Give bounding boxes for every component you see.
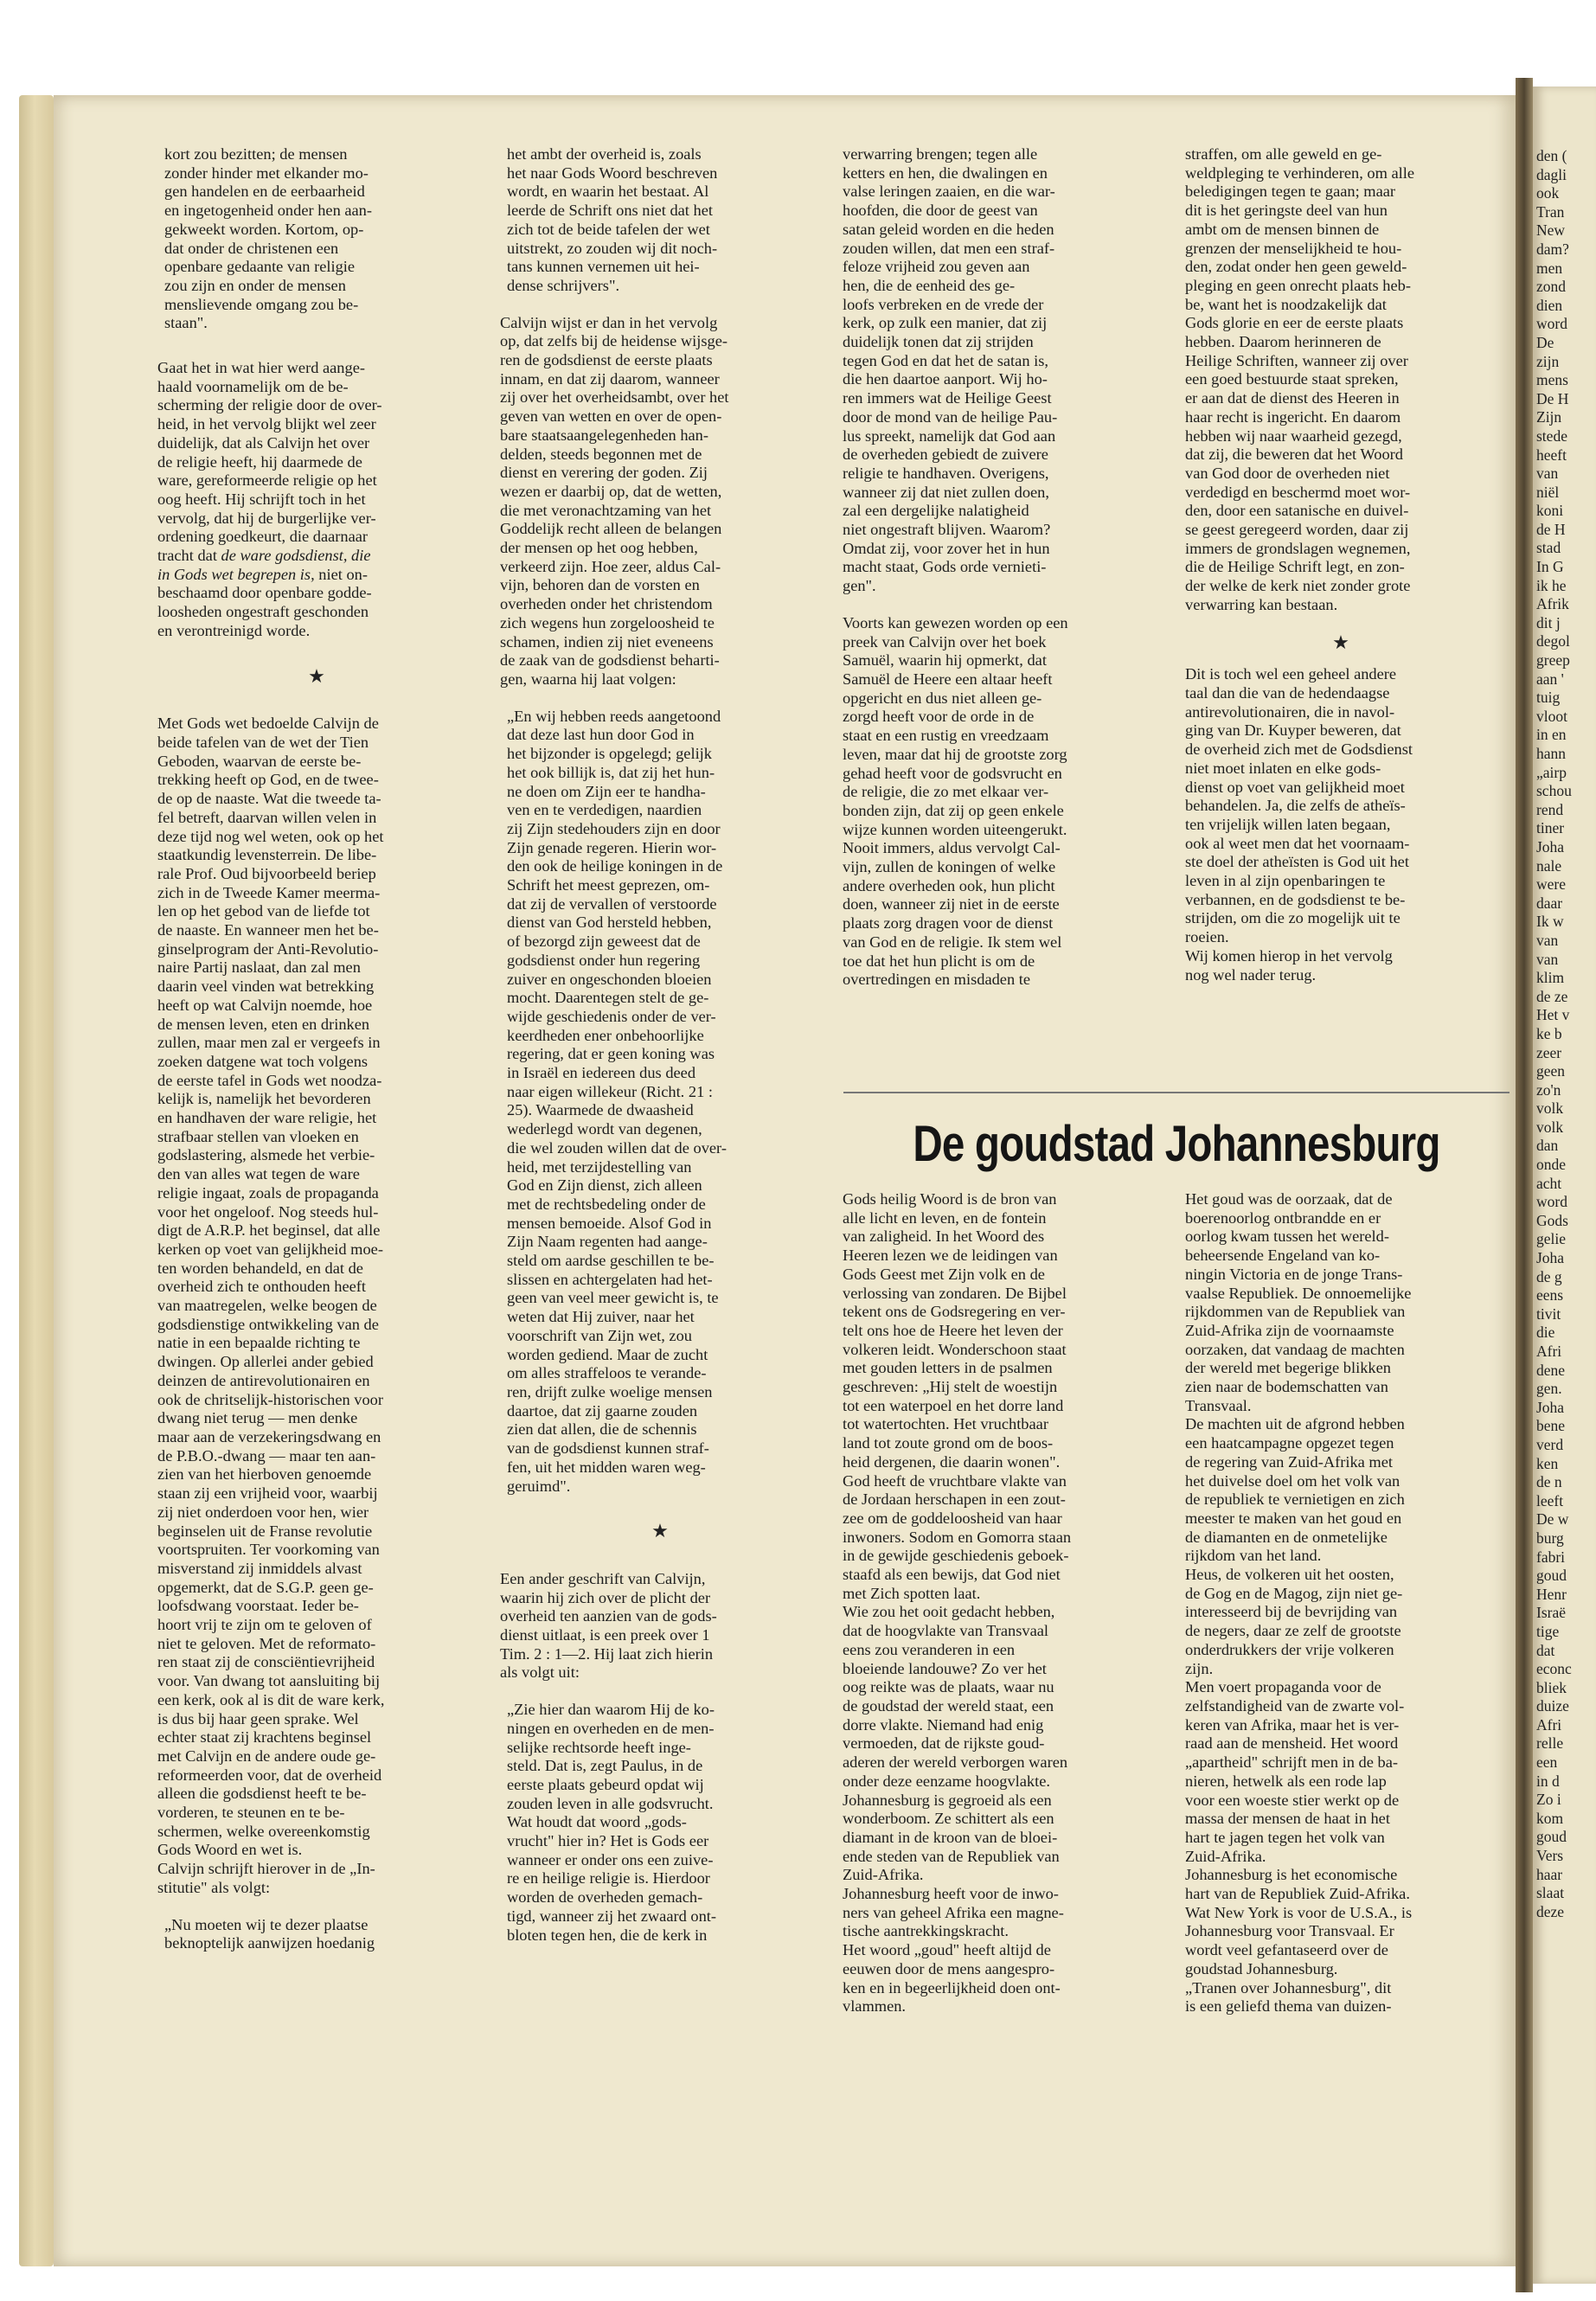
article2-column-b [1185, 1190, 1497, 2035]
next-page-text: den ( dagli ook Tran New dam? men zond dien word De zijn mens De H Zijn stede heeft van niël koni de H stad In G ik he Afrik dit j degol greep aan ' tuig vloot in en hann „airp schou rend tiner Joha nale were daar Ik w van van klim de ze Het v ke b zeer geen zo'n volk volk dan onde acht word Gods gelie Joha de g eens tivit die Afri dene gen. Joha bene verd ken de n leeft De w burg fabri goud Henr Israë tige dat econc bliek duize Afri relle een in d Zo i kom goud Vers haar slaat deze [1536, 147, 1572, 1920]
column-1 [157, 145, 476, 1971]
article2-text-b: Het goud was de oorzaak, dat de boerenoorlog ontbrandde en er oorlog kwam tussen het wereld- beheersende Engeland van ko- ningin Victoria en de jonge Trans- vaalse Republiek. De onnoemelijke rijkdommen van de Republiek van Zuid-Afrika zijn de voornaamste oorzaken, dat vandaag de machten der wereld met begerige blikken zien naar de bodemschatten van Transvaal. De machten uit de afgrond hebben een haatcampagne opgezet tegen de regering van Zuid-Afrika met het duivelse doel om het volk van de republiek te vernietigen en zich meester te maken van het goud en de diamanten en de onmetelijke rijkdom van het land. Heus, de volkeren uit het oosten, de Gog en de Magog, zijn niet ge- interesseerd bij de bevrijding van de negers, daar ze zelf de grootste onderdrukkers der vrije volkeren zijn. Men voert propaganda voor de zelfstandigheid van de zwarte vol- keren van Afrika, maar het is ver- raad aan de mensheid. Het woord „apartheid" schrijft men in de ba- nieren, hetwelk als een rode lap voor een woeste stier werkt op de massa der mensen de haat in het hart te jagen tegen het volk van Zuid-Afrika. Johannesburg is het economische hart van de Republiek Zuid-Afrika. Wat New York is voor de U.S.A., is Johannesburg voor Transvaal. Er wordt veel gefantaseerd over de goudstad Johannesburg. „Tranen over Johannesburg", dit is een geliefd thema van duizen- [1185, 1190, 1413, 2016]
article-headline: De goudstad Johannesburg [913, 1116, 1440, 1172]
next-page-edge [1533, 87, 1596, 2284]
col1-paragraph-2: Gaat het in wat hier werd aange- haald voornamelijk om de be- scherming der religie door de over- heid, in het vervolg blijkt wel zeer duidelijk, dat als Calvijn het over de religie heeft, hij daarmede de ware, gereformeerde religie op het oog heeft. Hij schrijft toch in het vervolg, dat hij de burgerlijke ver- ordening goedkeurt, die daarnaar tracht dat de ware godsdienst, die in Gods wet begrepen is, niet on- beschaamd door openbare godde- loosheden ongestraft geschonden en verontreinigd worde. [157, 359, 382, 639]
col2-paragraph-4: Een ander geschrift van Calvijn, waarin hij zich over de plicht der overheid ten aanzien van de gods- dienst uitlaat, is een preek over 1 Tim. 2 : 1—2. Hij laat zich hierin als volgt uit: [500, 1569, 717, 1682]
book-binding-edge [19, 95, 54, 2266]
column-4 [1185, 145, 1497, 1003]
col4-paragraph-2: Dit is toch wel een geheel andere taal dan die van de hedendaagse antirevolutionairen, die in navol- ging van Dr. Kuyper beweren, dat de overheid zich met de Godsdienst niet moet inlaten en elke gods- dienst op voet van gelijkheid moet behandelen. Ja, die zelfs de atheïs- ten vrijelijk willen laten begaan, ook al weet men dat het voornaam- ste doel der atheïsten is God uit het leven in al zijn openbaringen te verbannen, en de godsdienst te be- strijden, om die zo mogelijk uit te roeien. Wij komen hierop in het vervolg nog wel nader terug. [1185, 665, 1413, 984]
col2-paragraph-1: het ambt der overheid is, zoals het naar Gods Woord beschreven wordt, en waarin het bestaat. Al leerde de Schrift ons niet dat het zich tot de beide tafelen der wet uitstrekt, zo zouden wij dit noch- tans kunnen vernemen uit hei- dense schrijvers". [507, 145, 718, 294]
col1-paragraph-1: kort zou bezitten; de mensen zonder hinder met elkander mo- gen handelen en de eerbaarheid en ingetogenheid onder hen aan- gekweekt worden. Kortom, op- dat onder de christenen een openbare gedaante van religie zou zijn en onder de mensen menslievende omgang zou be- staan". [164, 145, 373, 332]
article2-text-a: Gods heilig Woord is de bron van alle licht en leven, en de fontein van zaligheid. In het Woord des Heeren lezen we de leidingen van Gods Geest met Zijn volk en de verlossing van zondaren. De Bijbel tekent ons de Godsregering en ver- telt ons hoe de Heere het leven der volkeren leidt. Wonderschoon staat met gouden letters in de psalmen geschreven: „Hij stelt de woestijn tot een waterpoel en het dorre land tot watertochten. Het vruchtbaar land tot zoute grond om de boos- heid dergenen, die daarin wonen". God heeft de vruchtbare vlakte van de Jordaan herschapen in een zout- zee om de goddeloosheid van haar inwoners. Sodom en Gomorra staan in de gewijde geschiedenis geboek- staafd als een bewijs, dat God niet met Zich spotten laat. Wie zou het ooit gedacht hebben, dat de hoogvlakte van Transvaal eens zou veranderen in een bloeiende landouwe? Zo ver het oog reikte was de plaats, waar nu de goudstad der wereld staat, een dorre vlakte. Niemand had enig vermoeden, dat de rijkste goud- aderen der wereld verborgen waren onder deze eenzame hoogvlakte. Johannesburg is gegroeid als een wonderboom. Ze schittert als een diamant in de kroon van de bloei- ende steden van de Republiek van Zuid-Afrika. Johannesburg heeft voor de inwo- ners van geheel Afrika een magne- tische aantrekkingskracht. Het woord „goud" heeft altijd de eeuwen door de mens aangespro- ken en in begeerlijkheid doen ont- vlammen. [843, 1190, 1072, 2016]
col2-paragraph-5: „Zie hier dan waarom Hij de ko- ningen en overheden en de men- selijke rechtsorde heeft inge- steld. Dat is, zegt Paulus, in de eerste plaats gebeurd opdat wij zouden leven in alle godsvrucht. Wat houdt dat woord „gods- vrucht" hier in? Het is Gods eer wanneer er onder ons een zuive- re en heilige religie is. Hierdoor worden de overheden gemach- tigd, wanneer zij het zwaard ont- bloten tegen hen, die de kerk in [507, 1701, 717, 1944]
article-divider [843, 1092, 1509, 1093]
col2-paragraph-3: „En wij hebben reeds aangetoond dat deze last hun door God in het bijzonder is opgelegd; gelijk het ook billijk is, dat zij het hun- ne doen om Zijn eer te handha- ven en te verdedigen, naardien zij Zijn stedehouders zijn en door Zijn genade regeren. Hierin wor- den ook de heilige koningen in de Schrift het meest geprezen, om- dat zij de vervallen of verstoorde dienst van God hersteld hebben, of bezorgd zijn geweest dat de godsdienst onder hun regering zuiver en ongeschonden bloeien mocht. Daarentegen stelt de ge- wijde geschiedenis onder de ver- keerdheden ener onbehoorlijke regering, dat er geen koning was in Israël en iedereen dus deed naar eigen willekeur (Richt. 21 : 25). Waarmede de dwaasheid wederlegd wordt van degenen, die wel zouden willen dat de over- heid, met terzijdestelling van God en Zijn dienst, zich alleen met de rechtsbedeling onder de mensen bemoeide. Alsof God in Zijn Naam regenten had aange- steld om aardse geschillen te be- slissen en achtergelaten had het- geen van veel meer gewicht is, te weten dat Hij zuiver, naar het voorschrift van Zijn wet, zou worden gediend. Maar de zucht om alles straffeloos te verande- ren, drijft zulke woelige mensen daartoe, dat zij gaarne zouden zien dat allen, die de schennis van de godsdienst kunnen straf- fen, uit het midden waren weg- geruimd". [507, 707, 727, 1495]
section-star-icon: ★ [651, 1520, 669, 1542]
col4-paragraph-1: straffen, om alle geweld en ge- weldpleging te verhinderen, om alle beledigingen tegen te gaan; maar dit is het geringste deel van hun ambt om de mensen binnen de grenzen der menselijkheid te hou- den, zodat onder hen geen geweld- pleging en geen onrecht plaats heb- be, want het is noodzakelijk dat Gods glorie en eer de eerste plaats hebben. Daarom herinneren de Heilige Schriften, wanneer zij over een goed bestuurde staat spreken, er aan dat de dienst des Heeren in haar recht is ingericht. En daarom hebben wij naar waarheid gezegd, dat zij, die beweren dat het Woord van God door de overheden niet verdedigd en beschermd moet wor- den, door een satanische en duivel- se geest geregeerd worden, daar zij immers de grondslagen wegnemen, die de Heilige Schrift legt, en zon- der welke de kerk niet zonder grote verwarring kan bestaan. [1185, 145, 1415, 613]
col2-paragraph-2: Calvijn wijst er dan in het vervolg op, dat zelfs bij de heidense wijsge- ren de godsdienst de eerste plaats innam, en dat zij daarom, wanneer zij over het overheidsambt, over het geven van wetten en over de open- bare staatsaangelegenheden han- delden, steeds begonnen met de dienst en verering der goden. Zij wezen er daarbij op, dat de wetten, die met veronachtzaming van het Goddelijk recht alleen de belangen der mensen op het oog hebben, verkeerd zijn. Hoe zeer, aldus Cal- vijn, behoren dan de vorsten en overheden onder het christendom zich wegens hun zorgeloosheid te schamen, indien zij niet eveneens de zaak van de godsdienst beharti- gen, waarna hij laat volgen: [500, 313, 729, 688]
section-star-icon: ★ [308, 664, 325, 687]
col1-paragraph-4: „Nu moeten wij te dezer plaatse beknoptelijk aanwijzen hoedanig [164, 1915, 375, 1952]
col1-paragraph-3: Met Gods wet bedoelde Calvijn de beide tafelen van de wet der Tien Geboden, waarvan de eerste be- trekking heeft op God, en de twee- de op de naaste. Wat die tweede ta- fel betreft, daarvan willen velen in deze tijd nog wel weten, ook op het staatkundig levensterrein. De libe- rale Prof. Oud bijvoorbeeld beriep zich in de Tweede Kamer meerma- len op het gebod van de liefde tot de naaste. En wanneer men het be- ginselprogram der Anti-Revolutio- naire Partij naslaat, dan zal men daarin veel vinden wat betrekking heeft op wat Calvijn noemde, hoe de mensen leven, eten en drinken zullen, maar men zal er vergeefs in zoeken datgene wat toch volgens de eerste tafel in Gods wet noodza- kelijk is, namelijk het bevorderen en handhaven der ware religie, het strafbaar stellen van vloeken en godslastering, alsmede het verbie- den van alles wat tegen de ware religie ingaat, zoals de propaganda voor het ongeloof. Nog steeds hul- digt de A.R.P. het beginsel, dat alle kerken op voet van gelijkheid moe- ten worden behandeld, en dat de overheid zich te onthouden heeft van maatregelen, welke beogen de godsdienstige ontwikkeling van de natie in een bepaalde richting te dwingen. Op allerlei ander gebied deinzen de antirevolutionairen en ook de chritselijk-historischen voor dwang niet terug — men denke maar aan de verzekeringsdwang en de P.B.O.-dwang — maar ten aan- zien van het hierboven genoemde staan zij een vrijheid voor, waarbij zij niet onderdoen voor hen, wier beginselen uit de Franse revolutie voortspruiten. Ter voorkoming van misverstand zij inmiddels alvast opgemerkt, dat de S.G.P. geen ge- loofsdwang voorstaat. Ieder be- hoort vrij te zijn om te geloven of niet te geloven. Met de reformato- ren staat zij de consciëntievrijheid voor. Van dwang tot aansluiting bij een kerk, ook al is dit de ware kerk, is dus bij haar geen sprake. Wel echter staat zij krachtens beginsel met Calvijn en de andere oude ge- reformeerden voor, dat de overheid alleen die godsdienst heeft te be- vorderen, te steunen en te be- schermen, welke overeenkomstig Gods Woord en wet is. Calvijn schrijft hierover in de „In- stitutie" als volgt: [157, 715, 385, 1896]
section-star-icon: ★ [1332, 631, 1349, 653]
col3-paragraph-2: Voorts kan gewezen worden op een preek van Calvijn over het boek Samuël, waarin hij opmerkt, dat Samuël de Heere een altaar heeft opgericht en dus niet alleen ge- zorgd heeft voor de orde in de staat en een rustig en vreedzaam leven, maar dat hij de grootste zorg gehad heeft voor de godsvrucht en de religie, die zo met elkaar ver- bonden zijn, dat zij op geen enkele wijze kunnen worden uiteengerukt. Nooit immers, aldus vervolgt Cal- vijn, zullen de koningen of welke andere overheden ook, hun plicht doen, wanneer zij niet in de eerste plaats zorg dragen voor de dienst van God en de religie. Ik stem wel toe dat het hun plicht is om de overtredingen en misdaden te [843, 613, 1068, 989]
column-2 [500, 145, 820, 1963]
article2-column-a [843, 1190, 1163, 2035]
column-3 [843, 145, 1163, 1008]
book-gutter [1516, 78, 1533, 2292]
col3-paragraph-1: verwarring brengen; tegen alle ketters en hen, die dwalingen en valse leringen zaaien, en die war- hoofden, die door de geest van satan geleid worden en die heden zouden willen, dat men een straf- feloze vrijheid zou geven aan hen, die de eenheid des ge- loofs verbreken en de vrede der kerk, op zulk een manier, dat zij duidelijk tonen dat zij strijden tegen God en dat het de satan is, die hen daartoe aanport. Wij ho- ren immers wat de Heilige Geest door de mond van de heilige Pau- lus spreekt, namelijk dat God aan de overheden gebiedt de zuivere religie te handhaven. Overigens, wanneer zij dat niet zullen doen, zal een dergelijke nalatigheid niet ongestraft blijven. Waarom? Omdat zij, voor zover het in hun macht staat, Gods orde vernieti- gen". [843, 145, 1058, 595]
